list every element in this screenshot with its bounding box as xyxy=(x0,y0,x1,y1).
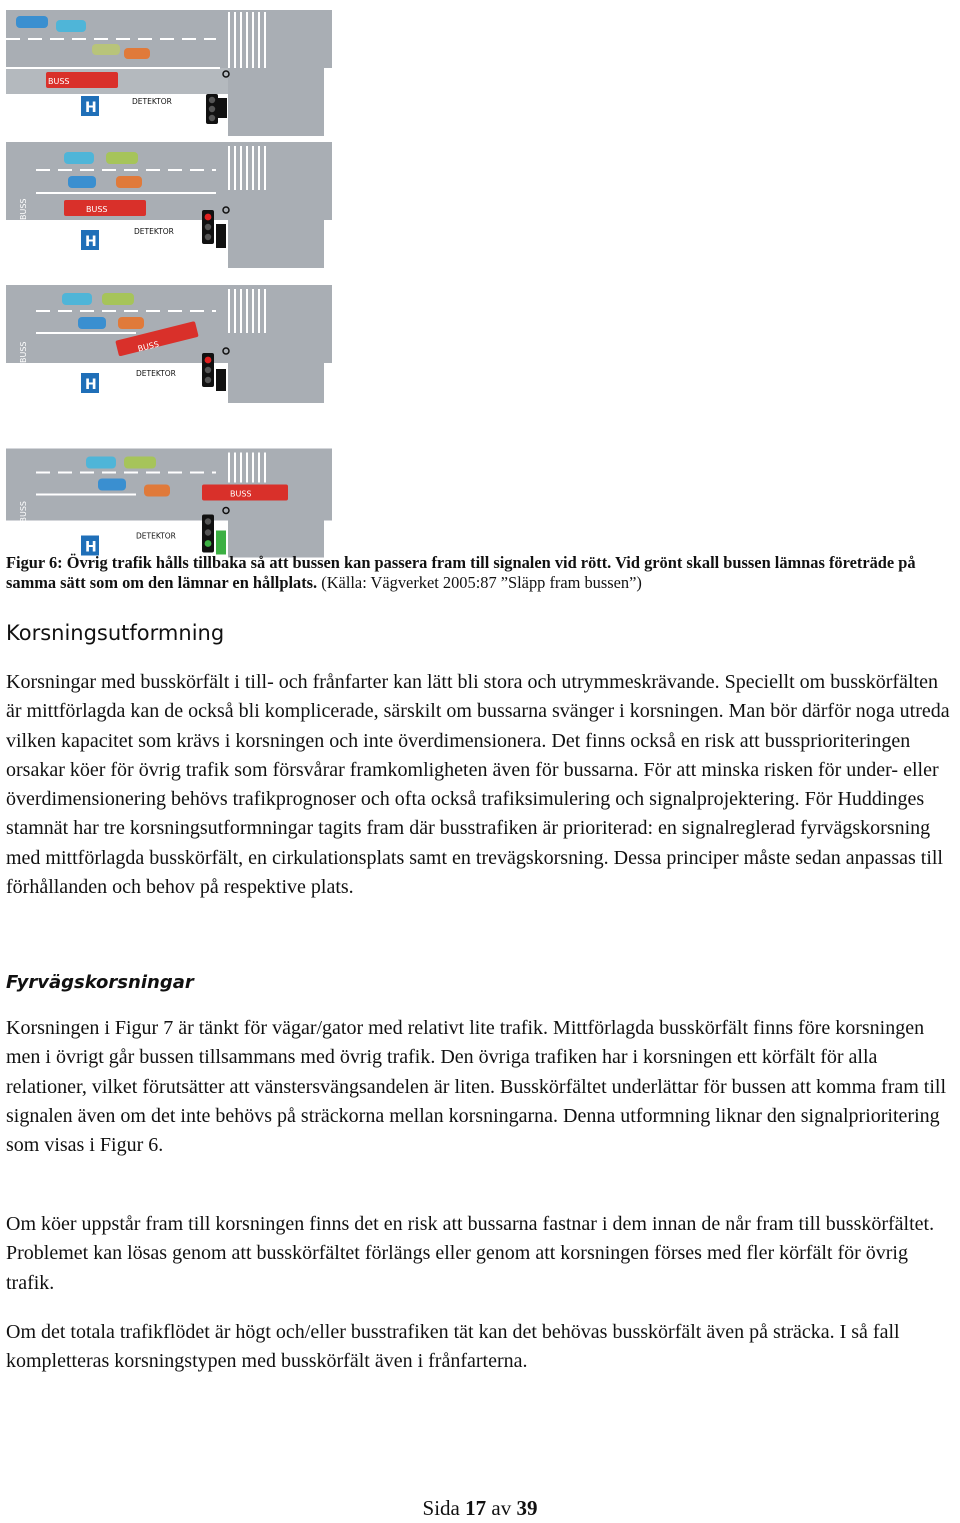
detector-label: DETEKTOR xyxy=(136,531,176,541)
figure-caption xyxy=(6,553,956,593)
bus-label: BUSS xyxy=(136,339,160,354)
bus-label: BUSS xyxy=(86,205,108,214)
caption-text: Figur 6: Övrig trafik hålls tillbaka så att bussen kan passera fram till signalen vid rött. Vid grönt skall bussen lämnas företräde på samma sätt som om den lämnar en hållplats. xyxy=(6,553,916,592)
paragraph: Om köer uppstår fram till korsningen finns det en risk att bussarna fastnar i dem innan de når fram till busskörfältet. Problemet kan lösas genom att busskörfältet förlängs eller genom att korsningen förses med fler körfält för övrig trafik. xyxy=(6,1213,935,1294)
bus-label: BUSS xyxy=(48,77,70,86)
figure-6 xyxy=(6,6,332,556)
total-pages: 39 xyxy=(516,1496,538,1520)
footer-prefix: Sida xyxy=(422,1496,460,1520)
figure-panel-1 xyxy=(6,6,332,136)
stop-sign-letter: H xyxy=(85,539,97,556)
paragraph: Om det totala trafikflödet är högt och/eller busstrafiken tät kan det behövas busskörfält även på sträcka. I så fall kompletteras korsningstypen med busskörfält även i frånfarterna. xyxy=(6,1321,900,1373)
bus-label: BUSS xyxy=(230,489,252,499)
stop-sign-letter: H xyxy=(85,100,97,116)
current-page-number: 17 xyxy=(465,1496,487,1520)
footer-separator: av xyxy=(491,1496,512,1520)
detector-label: DETEKTOR xyxy=(134,227,174,236)
road-marking-label: BUSS xyxy=(19,341,28,363)
figure-panel-3 xyxy=(6,281,332,411)
page-footer xyxy=(0,1496,960,1521)
stop-sign-letter: H xyxy=(85,234,97,250)
caption-source: (Källa: Vägverket 2005:87 ”Släpp fram bussen”) xyxy=(321,573,642,592)
subsection-heading: Fyrvägskorsningar xyxy=(6,972,194,993)
detector-label: DETEKTOR xyxy=(136,369,176,378)
detector-label: DETEKTOR xyxy=(132,97,172,106)
section-heading: Korsningsutformning xyxy=(6,621,225,645)
paragraph: Korsningar med busskörfält i till- och frånfarter kan lätt bli stora och utrymmeskrävande. Speciellt om busskörfälten är mittförlagda kan de också bli komplicerade, särskilt om bussarna svänger i korsningen. Man bör därför noga utreda vilken kapacitet som krävs i korsningen och inte överdimensionera. Det finns också en risk att bussprioriteringen orsakar köer för övrig trafik som försvårar framkomligheten även för bussarna. För att minska risken för under- eller överdimensionering behövs trafikprognoser och ofta också trafiksimulering och signalprojektering. För Huddinges stamnät har tre korsningsutformningar tagits fram där busstrafiken är prioriterad: en signalreglerad fyrvägskorsning med mittförlagda busskörfält, en cirkulationsplats samt en trevägskorsning. Dessa principer måste sedan anpassas till förhållanden och behov på respektive plats. xyxy=(6,671,950,899)
paragraph: Korsningen i Figur 7 är tänkt för vägar/gator med relativt lite trafik. Mittförlagda busskörfält finns före korsningen men i övrigt går bussen tillsammans med övrig trafik. Den övriga trafiken har i korsningen ett körfält för alla relationer, vilket förutsätter att vänstersvängsandelen är liten. Busskörfältet underlättar för bussen att komma fram till signalen även om det inte behövs på sträckorna mellan korsningarna. Denna utformning liknar den signalprioritering som visas i Figur 6. xyxy=(6,1017,947,1157)
figure-panel-2 xyxy=(6,138,332,268)
figure-panel-4 xyxy=(6,436,332,566)
road-marking-label: BUSS xyxy=(19,198,28,220)
road-marking-label: BUSS xyxy=(19,501,28,523)
stop-sign-letter: H xyxy=(85,377,97,393)
